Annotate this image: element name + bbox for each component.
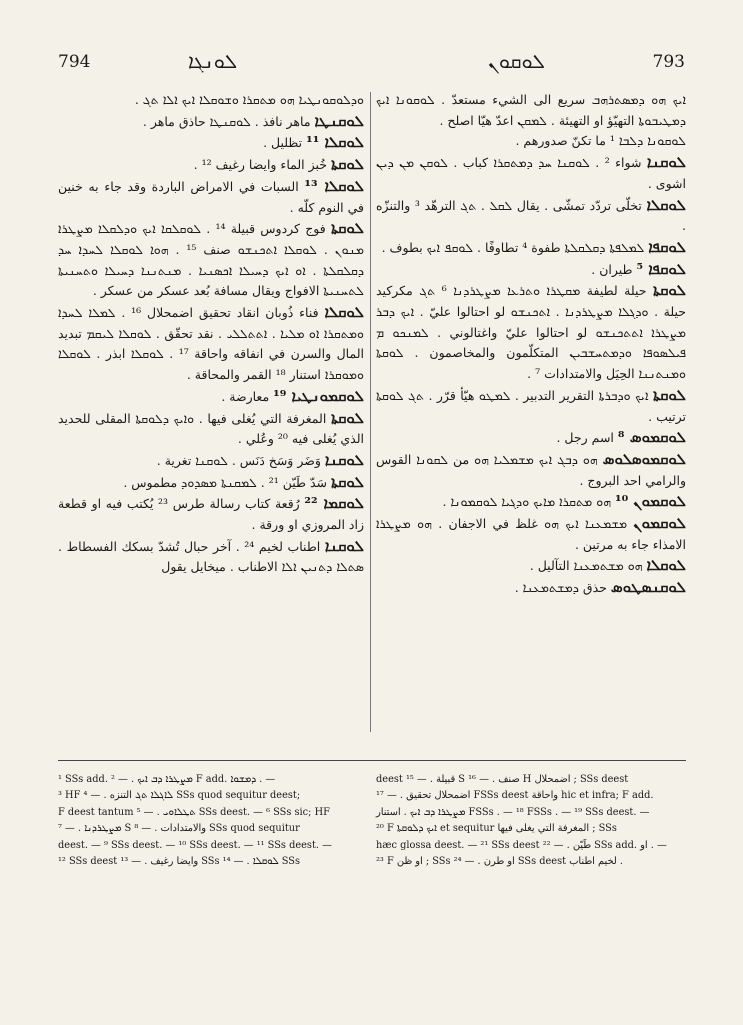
entry-headword: ܠܘܩܢܐ xyxy=(324,536,365,555)
entry-definition: فوج كردوس قبيلة ¹⁴ . ܠܘܩܠܩܐ ܐܝܟ ܘܕܠܩܠܐ ܡܨܛܪܐ ܡܢܘܢ . ܠܘܩܠܐ ܐܬܟܢܫܘ صنف ¹⁵ . ܗܘܐ ܠܘܩܠܐ ܠܚܕܐ ܚܕ ܕܩܠܩܠܬܐ . ܐܘ ܐܝܟ ܕܚܝܠܐ ܐܟܣܢܝܐ . ܡܢܬܢܢܐ ܕܚܝܠܐ ܘܬܚܢܝܬܐ ܠܬܚܢܝܬܐ الافواج ويقال مسافة بُعد عسكر من عسكر . xyxy=(58,221,364,299)
entry-definition: ܠܡܠܦܬܐ ܕܩܠܩܠܬܐ طفوة ⁴ تطاوفًا . ܠܘܩܦ ܐܝܟ بطوف . xyxy=(381,239,645,255)
footnote-line: ²⁰ F ܐܝܟ ܕܠܘܩܬܐ et sequitur المغرفة التي يغلى فيها ; SSs xyxy=(376,823,617,835)
footnotes-right xyxy=(376,772,686,882)
footnote-line: ³ HF ܠܐܓܠܐ ܬܓ التنزه . — ⁴ SSs quod sequitur deest; xyxy=(58,790,301,802)
entry-headword: ܠܘܩܢܣܛܘܣ xyxy=(610,578,686,597)
entry-headword: ܠܘܩܬܐ xyxy=(330,472,364,491)
entry-headword: ܠܘܩܠܐ ¹³ xyxy=(304,176,364,195)
entry-definition: وَضَر وَسَخ دَنَس . ܠܘܩܢܐ تغرية . xyxy=(156,452,321,468)
dictionary-entry xyxy=(376,449,686,491)
entry-definition: المغرفة التي يُغلى فيها . ܘܐܝܟ ܕܠܘܩܬܐ المقلى للحديد الذي يُغلى فيه ²⁰ وعُلي . xyxy=(58,410,364,447)
entry-headword: ܠܘܩܢܐ xyxy=(324,450,364,469)
left-column xyxy=(58,90,364,730)
page-number-right: 793 xyxy=(652,52,685,72)
entry-headword: ܠܘܩܬܐ xyxy=(330,408,364,427)
dictionary-entry xyxy=(376,259,686,281)
entry-headword: ܠܘܩܡܘܣܠܘܣ xyxy=(602,449,686,468)
dictionary-entry xyxy=(376,385,686,427)
footnote-line: ܡܨܛܪܕܢܐ . — ⁷ S والامتدادات . — ⁸ SSs quod sequitur xyxy=(58,823,300,835)
entry-headword: ܠܘܩܡܘܣ ⁸ xyxy=(617,428,686,447)
entry-definition: ܐܝܟ ܘܕܒܪܬܐ التقرير التدبير . ܠܡܛܘ هيّأ قرّر . ܬܓ ܠܘܩܬܐ ترتيب . xyxy=(376,387,686,424)
entry-definition: اسم رجل . xyxy=(556,430,614,446)
footnote-line: F deest tantum ܬܛܠܐܘܝ . — ⁵ SSs deest. — ⁶ SSs sic; HF xyxy=(58,806,330,818)
footnote-line: ²³ F او ظن ; SSs او طرن . — ²⁴ SSs deest لخيم اطناب . xyxy=(376,856,623,868)
dictionary-entry xyxy=(58,218,364,302)
column-divider xyxy=(370,92,371,732)
dictionary-entry xyxy=(58,493,364,535)
entry-definition: ܡܫܡܥܢܐ ܐܝܟ ܗܘ غلظ في الاجفان . ܗܘ ܡܨܛܪܐ الامذاء جاء به مرتين . xyxy=(376,516,686,552)
right-column xyxy=(376,90,686,730)
footnote-line: hæc glossa deest. — ²¹ SSs deest طَيّن . — ²² SSs add. او . — xyxy=(376,839,667,851)
dictionary-entry xyxy=(376,427,686,449)
entry-headword: ܠܘܩܡܘܢܛܝܐ ¹⁹ xyxy=(273,386,364,405)
dictionary-entry xyxy=(376,513,686,555)
entry-definition: تظليل . xyxy=(263,135,303,151)
footnote-line: ¹² SSs deest وايضا رغيف . — ¹³ SSs ܠܘܩܠܐ . — ¹⁴ SSs xyxy=(58,856,300,868)
entry-definition: ماهر نافذ . ܠܘܩܢܛܐ حاذق ماهر . xyxy=(142,113,311,129)
dictionary-entry xyxy=(58,154,364,176)
entry-definition: شواء ² . ܠܘܩܢܐ ܚܕ ܕܡܬܩܪܐ كباب . ܠܘܩܢ ܡܢ ܕܝܢ اشوى . xyxy=(376,155,686,191)
dictionary-entry xyxy=(376,237,686,259)
entry-definition: تخلّى تردّد تمشّى . يقال ܠܩܠ . ܬܓ الترهّد ³ والتنزّه . xyxy=(376,197,686,234)
dictionary-entry xyxy=(376,555,686,577)
entry-definition: رُقعة كتاب رسالة طرس ²³ يُكتب فيه او قطعة زاد المروزي او ورقة . xyxy=(58,496,364,533)
footnote-line: deest قبيلة . — ¹⁵ S صنف . — ¹⁶ H اضمحلال ; SSs deest xyxy=(376,774,629,785)
dictionary-entry xyxy=(58,472,364,494)
entry-definition: فناء ذُوبان انقاد تحقيق اضمحلال ¹⁶ . ܠܡܠܐ ܠܚܕܐ ܘܡܬܩܪܐ ܐܘ ܡܠܝܐ . ܐܬܬܠܠܝ . نقد تحقّق . ܠܘܩܠܐ ܠܝܩܡ تبديد المال والسرن في انفاقه واحاقة ¹⁷ . ܠܘܩܠܐ ابذر . ܠܘܩܠܐ ܘܡܘܩܪܐ استنار ¹⁸ القمر والمحاقة . xyxy=(58,305,364,383)
dictionary-entry xyxy=(58,132,364,154)
dictionary-entry xyxy=(376,131,686,152)
entry-definition: ܗܘ ܕܒܓ ܐܝܟ ܡܫܡܠܝܐ ܗܘ من ܠܩܘܢܐ القوس والرامي احد البروج . xyxy=(376,451,686,488)
dictionary-entry xyxy=(58,302,364,386)
dictionary-entry xyxy=(376,491,686,513)
entry-headword: ܠܘܩܡܘܢ ¹⁰ xyxy=(615,492,686,511)
footnote-line: اضمحلال تحقيق . — ¹⁷ FSSs deest واحاقة hic et infra; F add. xyxy=(376,790,654,802)
dictionary-entry xyxy=(376,90,686,131)
entry-definition: اطناب لخيم ²⁴ . آخر حبال تُشدّ بسكك الفسطاط . ܣܬܠܐ ܕܬܢܝܢ ܐܠܐ الاطناب . ميخايل يقول xyxy=(58,538,364,575)
entry-headword: ܠܘܩܡܐ ²² xyxy=(304,494,364,513)
entry-definition: حيلة لطيفة ܡܩܛܪܐ ܘܬܪܥܐ ܡܨܛܪܕܢܐ ⁶ ܬܓ مكركيد حيلة . ܘܕܓܠܐ ܡܨܛܪܕܢܐ . ܐܬܟܢܫܘ لو احتالوا عليّ . ܐܝܟ ܕܒܪ ܡܨܛܪܐ ܐܬܬܟܢܫܘ لو احتالوا عليّ واغتالوني . ܠܡܢܟܘ ܡ ܦܝܠܣܘܦܐ ܘܕܡܬܚܫܒܝܢ المتكلّمون والمخاصمون . ܠܘܩܬܐ ܘܡܢܬܢܢܐ الحِيَل والامتدادات ⁷ . xyxy=(376,283,686,382)
dictionary-entry xyxy=(376,577,686,599)
dictionary-entry xyxy=(58,386,364,408)
entry-definition: حذق ܕܡܫܬܡܥܢܐ . xyxy=(514,580,607,596)
footnote-line: ¹ SSs add. ܡܨܛܪܐ ܕܒ ܐܝܟ . — ² F add. ܕܡܫܘܐ . — xyxy=(58,774,276,785)
dictionary-entry xyxy=(376,280,686,385)
entry-definition: ܠܘܩܘܢܐ ܕܠܒܐ ¹ ما تكنّ صدورهم . xyxy=(515,133,686,149)
footnote-line: deest. — ⁹ SSs deest. — ¹⁰ SSs deest. — ¹¹ SSs deest. — xyxy=(58,839,332,851)
page-number-left: 794 xyxy=(58,52,91,72)
dictionary-entry xyxy=(58,90,364,111)
entry-headword: ܠܘܩܡܘܢ xyxy=(633,514,686,533)
dictionary-entry xyxy=(376,152,686,194)
entry-definition: خُبز الماء وايضا رغيف ¹² . xyxy=(193,157,327,173)
dictionary-entry xyxy=(58,536,364,578)
running-header xyxy=(58,49,685,82)
entry-definition: ܘܕܠܘܩܘܢܛܝܐ ܗܘ ܡܬܩܪܐ ܘܫܘܩܠܐ ܐܝܟ ܐܠܐ ܬܓ . xyxy=(134,92,364,107)
entry-headword: ܠܘܩܦܐ xyxy=(648,237,686,256)
entry-definition: السبات في الامراض الباردة وقد جاء به خنين في النوم كلّه . xyxy=(58,178,364,215)
entry-headword: ܠܘܩܬܐ xyxy=(652,385,686,404)
entry-headword: ܠܘܩܢܛܐ xyxy=(314,111,364,130)
entry-headword: ܠܘܩܦܐ ⁵ xyxy=(636,259,686,278)
entry-headword: ܠܘܩܠܐ xyxy=(324,303,364,322)
footnote-rule xyxy=(58,760,686,761)
entry-headword: ܠܘܩܬܐ xyxy=(652,281,686,300)
entry-headword: ܠܘܩܠܐ ¹¹ xyxy=(306,133,364,152)
dictionary-entry xyxy=(376,195,686,237)
entry-definition: ܗܘ ܡܫܬܡܥܢܐ التآليل . xyxy=(529,558,643,574)
entry-definition: سَدّ طَيّن ²¹ . ܠܡܩܢܬܐ ܡܣܕܘܕ مطموس . xyxy=(123,474,327,490)
entry-definition: معارضة . xyxy=(221,388,270,404)
entry-headword: ܠܘܩܠܐ xyxy=(646,195,686,214)
running-title-left: ܠܘܢܓܐ xyxy=(188,49,238,73)
dictionary-entry xyxy=(58,111,364,133)
entry-headword: ܠܘܩܠܐ xyxy=(646,556,686,575)
footnote-line: ܡܨܛܪܐ ܕܒ ܐܝܟ . استنار FSSs . — ¹⁸ FSSs . — ¹⁹ SSs deest. — xyxy=(376,806,650,818)
dictionary-entry xyxy=(58,450,364,472)
entry-headword: ܠܘܩܢܐ xyxy=(646,153,686,172)
entry-definition: ܐܝܟ ܗܘ ܕܡܣܬܪܗܒ سريع الى الشيء مستعدّ . ܠܘܩܘܢܐ ܐܝܟ ܕܡܛܝܒܘܬܐ التهيّؤ او التهيئة . ܠܡܩܢ اعدّ هيّا اصلح . xyxy=(376,92,686,128)
running-title-right: ܠܘܩܘܢ xyxy=(488,49,545,73)
entry-definition: طيران . xyxy=(591,261,633,277)
entry-definition: ܗܘ ܡܬܩܪܐ ܡܐܝܟ ܘܕܓܝܐ ܠܘܩܡܘܢܐ . xyxy=(442,494,612,510)
dictionary-entry xyxy=(58,408,364,450)
entry-headword: ܠܘܩܬܐ xyxy=(330,155,364,174)
footnotes-left xyxy=(58,772,364,882)
entry-headword: ܠܘܩܬܐ xyxy=(330,219,364,238)
dictionary-entry xyxy=(58,176,364,218)
